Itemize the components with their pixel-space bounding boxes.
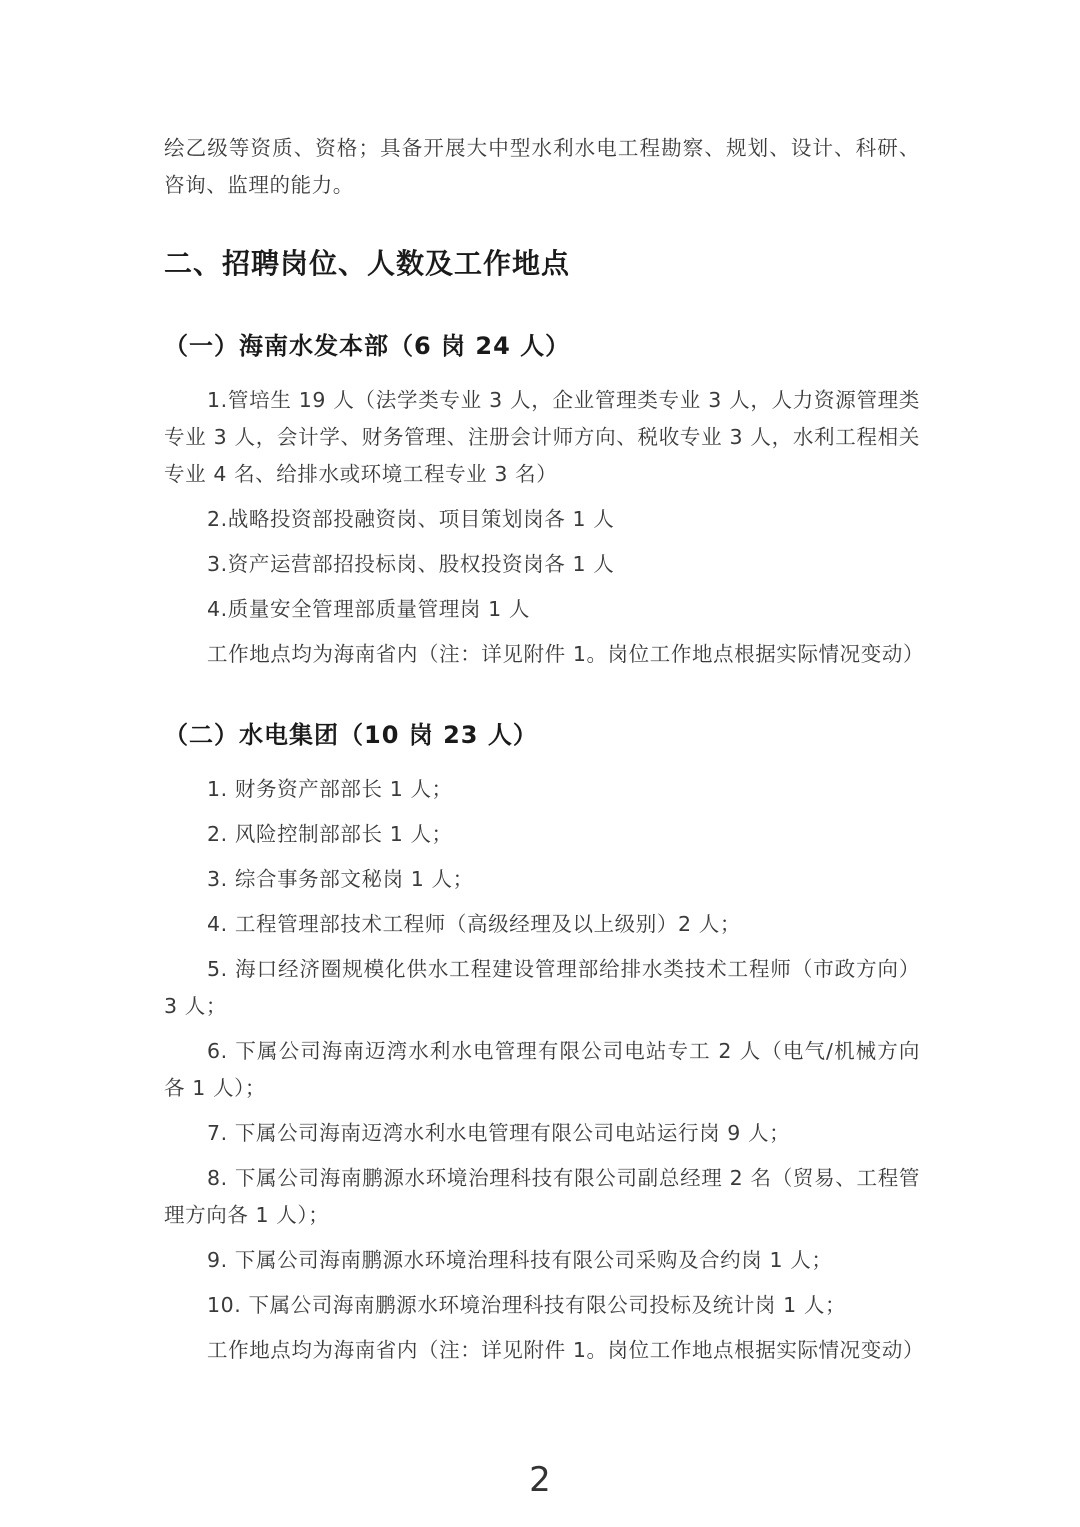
hq-item-3: 3.资产运营部招投标岗、股权投资岗各 1 人: [207, 552, 615, 576]
section-heading-recruitment: 二、招聘岗位、人数及工作地点: [164, 247, 571, 280]
group-item-8: 8. 下属公司海南鹏源水环境治理科技有限公司副总经理 2 名（贸易、工程管理方向各 1 人）；: [164, 1166, 920, 1227]
group-item-1: 1. 财务资产部部长 1 人；: [207, 777, 453, 801]
page-number: 2: [529, 1460, 551, 1500]
group-item-3: 3. 综合事务部文秘岗 1 人；: [207, 867, 474, 891]
page-content: [164, 130, 925, 1377]
subsection-heading-hq: （一）海南水发本部（6 岗 24 人）: [164, 332, 571, 360]
intro-paragraph: 绘乙级等资质、资格；具备开展大中型水利水电工程勘察、规划、设计、科研、咨询、监理的能力。: [164, 136, 920, 197]
hq-location-note: 工作地点均为海南省内（注：详见附件 1。岗位工作地点根据实际情况变动）: [207, 642, 925, 666]
group-location-note: 工作地点均为海南省内（注：详见附件 1。岗位工作地点根据实际情况变动）: [207, 1338, 925, 1362]
group-item-6: 6. 下属公司海南迈湾水利水电管理有限公司电站专工 2 人（电气/机械方向各 1 人）；: [164, 1039, 920, 1100]
hq-item-1: 1.管培生 19 人（法学类专业 3 人，企业管理类专业 3 人，人力资源管理类专业 3 人，会计学、财务管理、注册会计师方向、税收专业 3 人，水利工程相关专业 4 名、给排水或环境工程专业 3 名）: [164, 388, 920, 486]
hq-item-2: 2.战略投资部投融资岗、项目策划岗各 1 人: [207, 507, 615, 531]
group-item-9: 9. 下属公司海南鹏源水环境治理科技有限公司采购及合约岗 1 人；: [207, 1248, 833, 1272]
group-item-2: 2. 风险控制部部长 1 人；: [207, 822, 453, 846]
hq-item-4: 4.质量安全管理部质量管理岗 1 人: [207, 597, 530, 621]
group-item-10: 10. 下属公司海南鹏源水环境治理科技有限公司投标及统计岗 1 人；: [207, 1293, 847, 1317]
group-item-5: 5. 海口经济圈规模化供水工程建设管理部给排水类技术工程师（市政方向）3 人；: [164, 957, 920, 1018]
group-item-4: 4. 工程管理部技术工程师（高级经理及以上级别）2 人；: [207, 912, 741, 936]
subsection-heading-hydropower-group: （二）水电集团（10 岗 23 人）: [164, 721, 538, 749]
group-item-7: 7. 下属公司海南迈湾水利水电管理有限公司电站运行岗 9 人；: [207, 1121, 791, 1145]
